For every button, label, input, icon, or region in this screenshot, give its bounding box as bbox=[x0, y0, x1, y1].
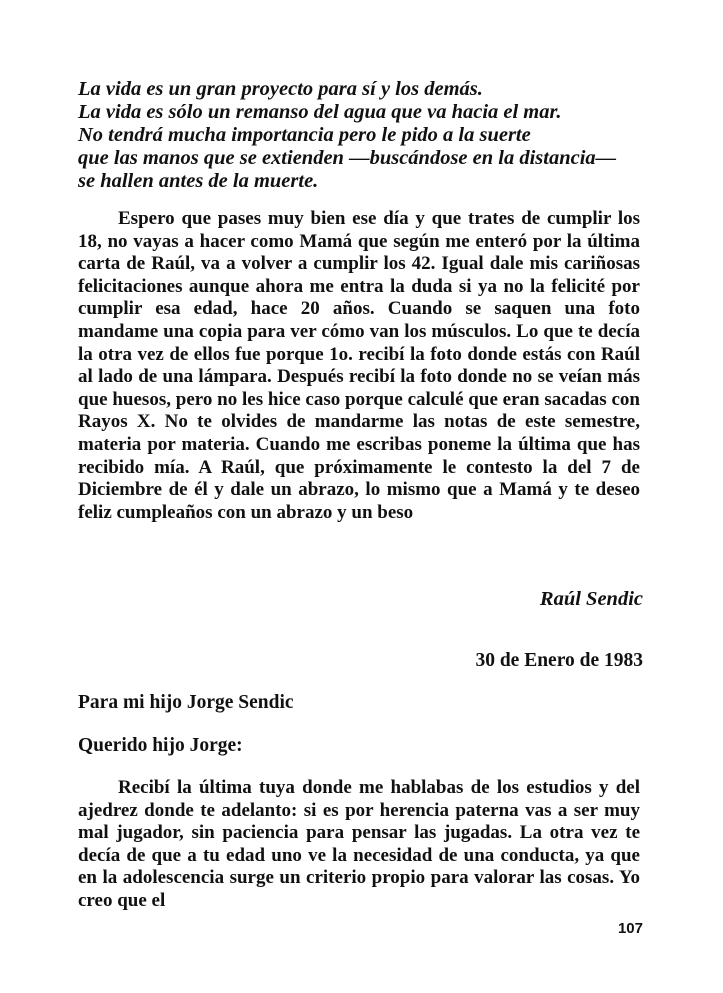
letter-salutation: Querido hijo Jorge: bbox=[78, 735, 243, 756]
letter-paragraph-1 bbox=[78, 208, 640, 524]
poem-line-3: No tendrá mucha importancia pero le pido a la suerte bbox=[78, 124, 531, 146]
paragraph-2-text: Recibí la última tuya donde me hablabas de los estudios y del ajedrez donde te adelanto: si es por herencia paterna vas a ser muy mal jugador, sin paciencia para pensar las jugadas. La otra vez te decía de que a tu edad uno ve la necesidad de una conducta, ya que en la adolescencia surge un criterio propio para valorar las cosas. Yo creo que el bbox=[78, 777, 640, 911]
poem-line-2: La vida es sólo un remanso del agua que va hacia el mar. bbox=[78, 101, 562, 123]
letter-paragraph-2 bbox=[78, 777, 640, 913]
letter-date: 30 de Enero de 1983 bbox=[475, 650, 643, 671]
poem-stanza bbox=[78, 78, 658, 193]
poem-line-1: La vida es un gran proyecto para sí y los demás. bbox=[78, 78, 483, 100]
letter-recipient: Para mi hijo Jorge Sendic bbox=[78, 692, 294, 713]
page-number: 107 bbox=[617, 920, 643, 937]
poem-line-4: que las manos que se extienden —buscándose en la distancia— bbox=[78, 147, 617, 169]
poem-line-5: se hallen antes de la muerte. bbox=[78, 170, 319, 192]
signature: Raúl Sendic bbox=[539, 588, 643, 610]
paragraph-1-text: Espero que pases muy bien ese día y que trates de cumplir los 18, no vayas a hacer como Mamá que según me enteró por la última carta de Raúl, va a volver a cumplir los 42. Igual dale mis cariñosas felicitaciones aunque ahora me entra la duda si ya no la felicité por cumplir esa edad, hace 20 años. Cuando se saquen una foto mandame una copia para ver cómo van los músculos. Lo que te decía la otra vez de ellos fue porque 1o. recibí la foto donde estás con Raúl al lado de una lámpara. Después recibí la foto donde no se veían más que huesos, pero no les hice caso porque calculé que eran sacadas con Rayos X. No te olvides de mandarme las notas de este semestre, materia por materia. Cuando me escribas poneme la última que has recibido mía. A Raúl, que próximamente le contesto la del 7 de Diciembre de él y dale un abrazo, lo mismo que a Mamá y te deseo feliz cumpleaños con un abrazo y un beso bbox=[78, 208, 640, 523]
